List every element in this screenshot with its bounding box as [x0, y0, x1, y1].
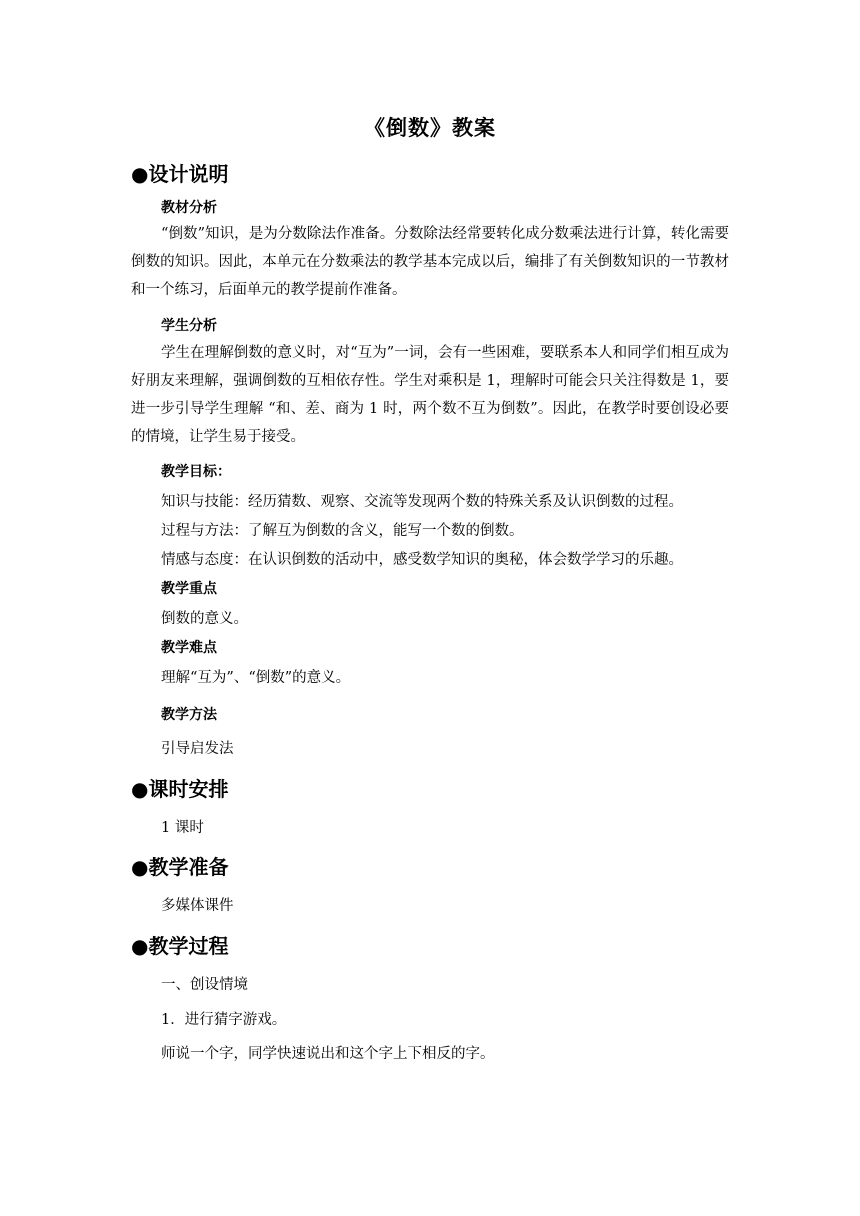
goal-process-method: 过程与方法：了解互为倒数的含义，能写一个数的倒数。 — [161, 523, 524, 539]
process-step-1-text: 师说一个字，同学快速说出和这个字上下相反的字。 — [161, 1046, 495, 1062]
student-analysis-heading: 学生分析 — [161, 318, 217, 334]
goal-knowledge-skills: 知识与技能：经历猜数、观察、交流等发现两个数的特殊关系及认识倒数的过程。 — [161, 494, 683, 510]
section-design-heading: ●设计说明 — [131, 162, 229, 186]
goal-emotion-attitude: 情感与态度：在认识倒数的活动中，感受数学知识的奥秘，体会数学学习的乐趣。 — [161, 552, 683, 568]
document-title: 《倒数》教案 — [364, 115, 496, 140]
teaching-method-heading: 教学方法 — [161, 707, 217, 723]
teaching-goals-heading: 教学目标： — [161, 464, 231, 480]
process-step-1: 一、创设情境 — [161, 977, 248, 993]
teaching-key-heading: 教学重点 — [161, 581, 217, 597]
section-process-heading: ●教学过程 — [131, 934, 229, 958]
teaching-key-text: 倒数的意义。 — [161, 611, 248, 627]
section-schedule-heading: ●课时安排 — [131, 777, 229, 801]
schedule-text: 1 课时 — [161, 820, 204, 836]
student-analysis-text: 学生在理解倒数的意义时，对“互为”一词，会有一些困难，要联系本人和同学们相互成为好朋友来理解，强调倒数的互相依存性。学生对乘积是 1，理解时可能会只关注得数是 1，要进一步引导学生理解 “和、差、商为 1 时，两个数不互为倒数”。因此，在教学时要创设必要的情境，让学生易于接受。 — [131, 345, 729, 445]
section-prep-heading: ●教学准备 — [131, 855, 229, 879]
material-analysis-text: “倒数”知识，是为分数除法作准备。分数除法经常要转化成分数乘法进行计算，转化需要倒数的知识。因此，本单元在分数乘法的教学基本完成以后，编排了有关倒数知识的一节教材和一个练习，后面单元的教学提前作准备。 — [131, 226, 729, 298]
process-step-1-1: 1．进行猜字游戏。 — [161, 1012, 287, 1028]
teaching-method-text: 引导启发法 — [161, 741, 234, 757]
teaching-difficulty-heading: 教学难点 — [161, 640, 217, 656]
teaching-difficulty-text: 理解“互为”、“倒数”的意义。 — [161, 670, 351, 686]
material-analysis-heading: 教材分析 — [161, 200, 217, 216]
prep-text: 多媒体课件 — [161, 898, 234, 914]
